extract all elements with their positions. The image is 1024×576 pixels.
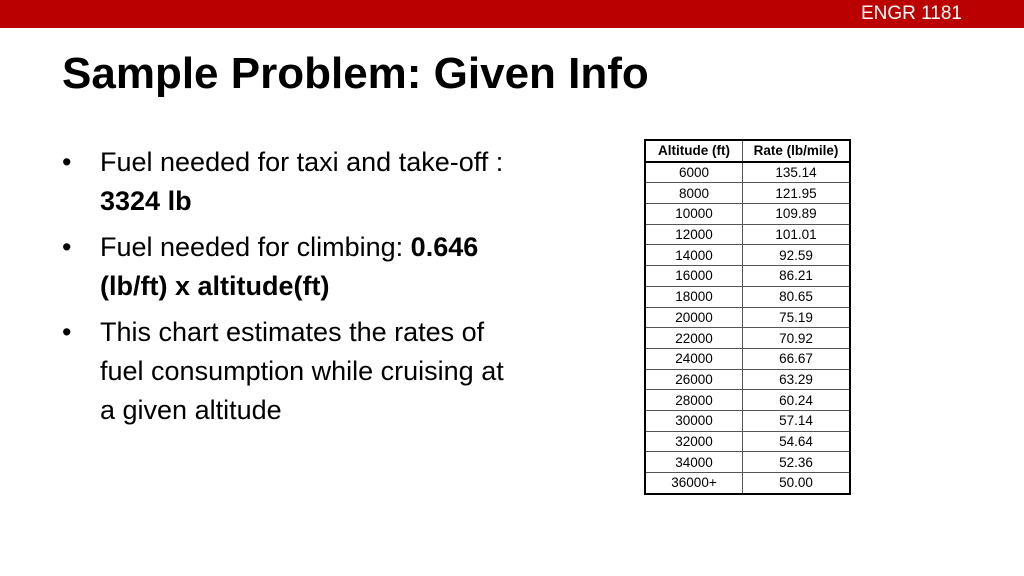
bullet-marker: • bbox=[62, 147, 72, 177]
bullet-text: Fuel needed for climbing: bbox=[100, 232, 411, 262]
table-row bbox=[645, 473, 850, 494]
rate-cell: 70.92 bbox=[743, 328, 851, 349]
rate-cell: 63.29 bbox=[743, 369, 851, 390]
table-row bbox=[645, 328, 850, 349]
slide-title: Sample Problem: Given Info bbox=[62, 49, 649, 98]
bullet-marker: • bbox=[62, 232, 72, 262]
altitude-cell: 18000 bbox=[645, 286, 743, 307]
altitude-cell: 6000 bbox=[645, 162, 743, 183]
altitude-cell: 12000 bbox=[645, 224, 743, 245]
table-row bbox=[645, 452, 850, 473]
bullet-text: Fuel needed for taxi and take-off : bbox=[100, 147, 504, 177]
rate-cell: 121.95 bbox=[743, 183, 851, 204]
table-row bbox=[645, 307, 850, 328]
table-row bbox=[645, 162, 850, 183]
rate-cell: 60.24 bbox=[743, 390, 851, 411]
fuel-rate-table bbox=[644, 139, 851, 495]
altitude-cell: 30000 bbox=[645, 410, 743, 431]
rate-cell: 135.14 bbox=[743, 162, 851, 183]
rate-cell: 109.89 bbox=[743, 204, 851, 225]
rate-cell: 57.14 bbox=[743, 410, 851, 431]
table-row bbox=[645, 245, 850, 266]
rate-cell: 80.65 bbox=[743, 286, 851, 307]
course-code: ENGR 1181 bbox=[860, 3, 962, 24]
bullet-climb-fuel bbox=[62, 228, 512, 306]
altitude-cell: 32000 bbox=[645, 431, 743, 452]
bullet-taxi-fuel bbox=[62, 143, 512, 221]
table-row bbox=[645, 183, 850, 204]
altitude-cell: 14000 bbox=[645, 245, 743, 266]
rate-cell: 54.64 bbox=[743, 431, 851, 452]
rate-cell: 75.19 bbox=[743, 307, 851, 328]
altitude-cell: 20000 bbox=[645, 307, 743, 328]
altitude-cell: 10000 bbox=[645, 204, 743, 225]
table-row bbox=[645, 369, 850, 390]
altitude-cell: 34000 bbox=[645, 452, 743, 473]
table-row bbox=[645, 390, 850, 411]
table-row bbox=[645, 431, 850, 452]
table-row bbox=[645, 266, 850, 287]
bullet-marker: • bbox=[62, 317, 72, 347]
bullet-chart-description bbox=[62, 313, 512, 430]
column-header-rate: Rate (lb/mile) bbox=[743, 140, 851, 162]
rate-cell: 52.36 bbox=[743, 452, 851, 473]
altitude-cell: 24000 bbox=[645, 348, 743, 369]
altitude-cell: 28000 bbox=[645, 390, 743, 411]
column-header-altitude: Altitude (ft) bbox=[645, 140, 743, 162]
table-row bbox=[645, 410, 850, 431]
header-bar bbox=[0, 0, 1024, 28]
rate-cell: 101.01 bbox=[743, 224, 851, 245]
altitude-cell: 22000 bbox=[645, 328, 743, 349]
altitude-cell: 16000 bbox=[645, 266, 743, 287]
altitude-cell: 26000 bbox=[645, 369, 743, 390]
table-row bbox=[645, 348, 850, 369]
altitude-cell: 36000+ bbox=[645, 473, 743, 494]
rate-cell: 50.00 bbox=[743, 473, 851, 494]
bullet-list bbox=[62, 143, 512, 437]
bullet-text: This chart estimates the rates of fuel consumption while cruising at a given altitude bbox=[100, 317, 504, 425]
bullet-value: 0.646 (lb/ft) x altitude(ft) bbox=[100, 232, 479, 301]
table-row bbox=[645, 286, 850, 307]
table-row bbox=[645, 204, 850, 225]
table-body bbox=[645, 162, 850, 494]
rate-cell: 92.59 bbox=[743, 245, 851, 266]
altitude-cell: 8000 bbox=[645, 183, 743, 204]
table-row bbox=[645, 224, 850, 245]
rate-cell: 66.67 bbox=[743, 348, 851, 369]
rate-cell: 86.21 bbox=[743, 266, 851, 287]
bullet-value: 3324 lb bbox=[100, 186, 192, 216]
table-header-row bbox=[645, 140, 850, 162]
